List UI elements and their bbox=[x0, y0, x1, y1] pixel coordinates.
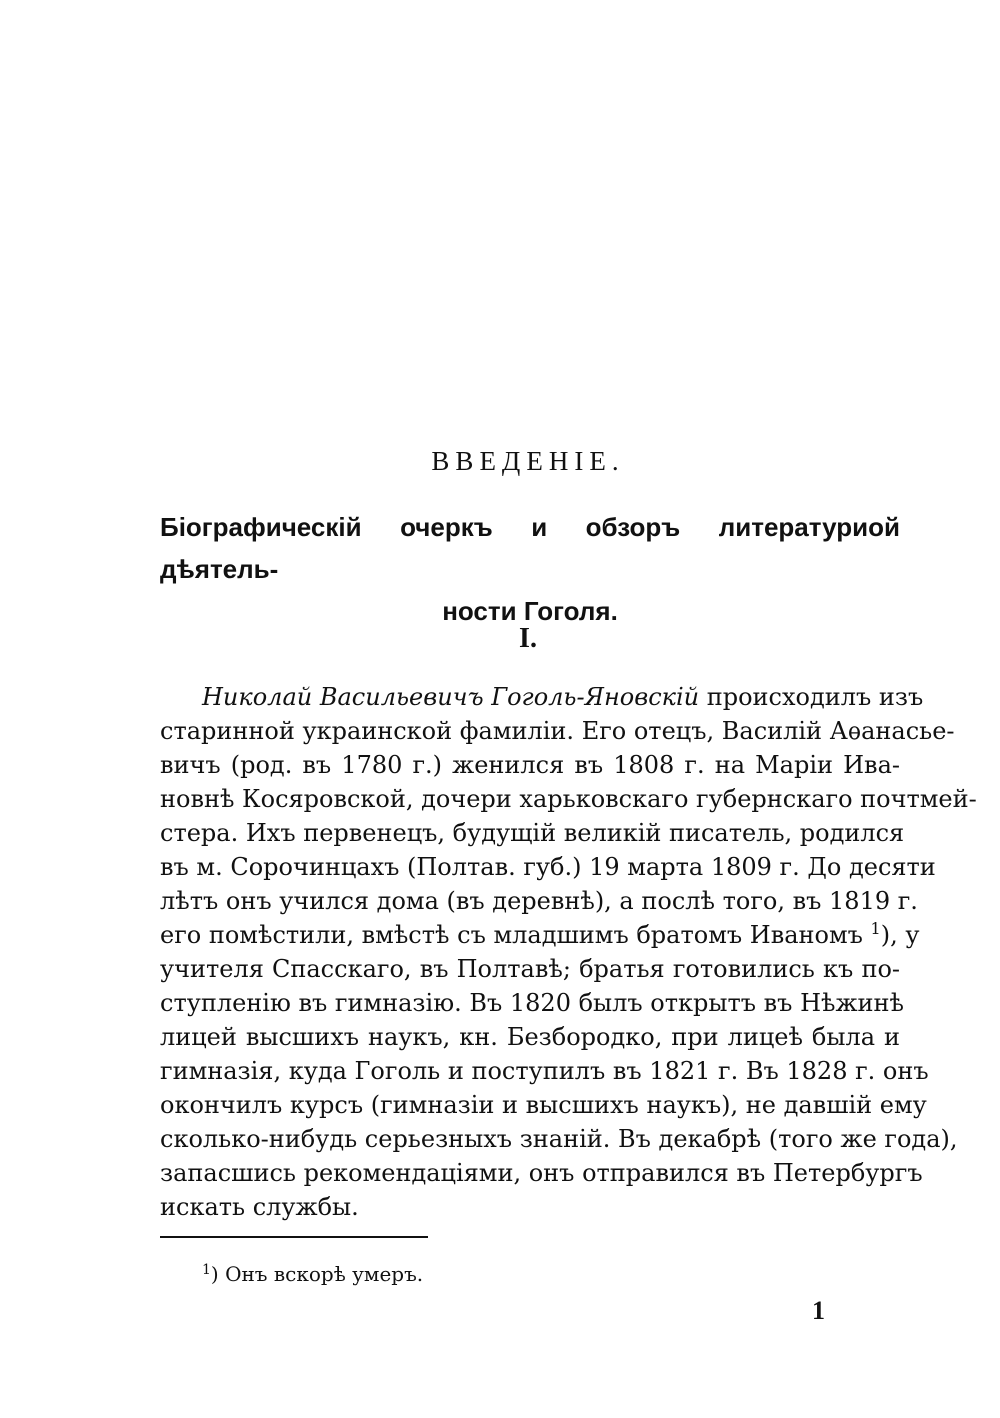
body-line: учителя Спасскаго, въ Полтавѣ; братья готовились къ по- bbox=[160, 955, 900, 983]
subtitle-line-1: Бiографическiй очеркъ и обзоръ литературиой дѣятель- bbox=[160, 512, 900, 584]
body-line bbox=[160, 680, 924, 714]
body-line: запасшись рекомендацiями, онъ отправился въ Петербургъ bbox=[160, 1159, 923, 1187]
body-line: лицей высшихъ наукъ, кн. Безбородко, при лицеѣ была и bbox=[160, 1023, 900, 1051]
section-heading: ВВЕДЕНIЕ. bbox=[431, 446, 625, 476]
body-line: стера. Ихъ первенецъ, будущiй великiй писатель, родился bbox=[160, 819, 905, 847]
body-line: ступленiю въ гимназiю. Въ 1820 былъ открытъ въ Нѣжинѣ bbox=[160, 989, 905, 1017]
chapter-subtitle bbox=[160, 506, 900, 632]
body-line: старинной украинской фамилiи. Его отецъ, Василiй Аѳанасье- bbox=[160, 717, 955, 745]
subtitle-line-2: ности Гоголя. bbox=[442, 596, 618, 626]
footnote-reference[interactable]: 1 bbox=[870, 919, 881, 938]
body-line: лѣтъ онъ учился дома (въ деревнѣ), а послѣ того, въ 1819 г. bbox=[160, 887, 918, 915]
body-line-text: ), у bbox=[880, 921, 920, 949]
body-line-text: его помѣстили, вмѣстѣ съ младшимъ братомъ Иваномъ bbox=[160, 921, 863, 949]
footnote bbox=[202, 1262, 423, 1286]
body-line: гимназiя, куда Гоголь и поступилъ въ 1821 г. Въ 1828 г. онъ bbox=[160, 1057, 929, 1085]
footnote-divider bbox=[160, 1236, 428, 1238]
page-number: 1 bbox=[812, 1296, 825, 1325]
chapter-number: I. bbox=[519, 623, 537, 654]
body-line: сколько-нибудь серьезныхъ знанiй. Въ декабрѣ (того же года), bbox=[160, 1125, 958, 1153]
body-line: въ м. Сорочинцахъ (Полтав. губ.) 19 марта 1809 г. До десяти bbox=[160, 853, 936, 881]
body-line: искать службы. bbox=[160, 1193, 359, 1221]
footnote-text: ) Онъ вскорѣ умеръ. bbox=[210, 1262, 424, 1286]
body-line bbox=[160, 918, 920, 952]
body-line-text: происходилъ изъ bbox=[706, 683, 924, 711]
body-line: окончилъ курсъ (гимназiи и высшихъ наукъ), не давшiй ему bbox=[160, 1091, 927, 1119]
author-name: Николай Васильевичъ Гоголь-Яновскiй bbox=[202, 683, 700, 711]
body-line: вичъ (род. въ 1780 г.) женился въ 1808 г. на Марiи Ива- bbox=[160, 751, 900, 779]
body-line: новнѣ Косяровской, дочери харьковскаго губернскаго почтмей- bbox=[160, 785, 977, 813]
footnote-mark: 1 bbox=[202, 1262, 211, 1278]
body-paragraph bbox=[160, 680, 977, 1224]
